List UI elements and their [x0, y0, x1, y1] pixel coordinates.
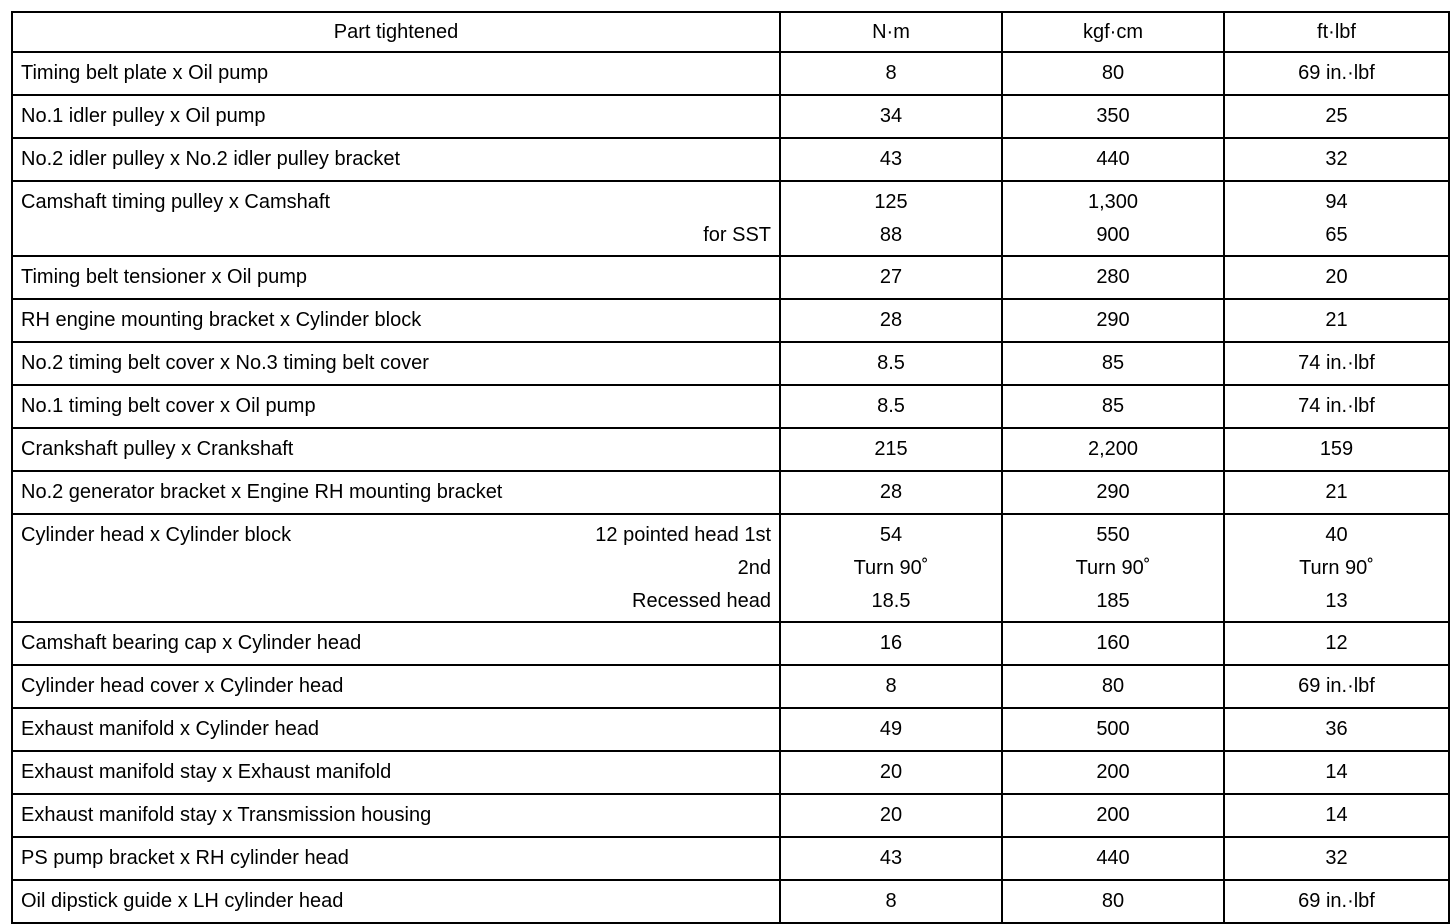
- kgf-cell: [1002, 514, 1224, 622]
- nm-value: 125: [874, 190, 908, 213]
- ft-cell: [1224, 181, 1449, 256]
- table-row: [12, 622, 1449, 665]
- ft-cell: 159: [1224, 428, 1449, 471]
- table-row: [12, 428, 1449, 471]
- table-row: [12, 751, 1449, 794]
- part-cell: Exhaust manifold stay x Transmission housing: [12, 794, 780, 837]
- part-cell: RH engine mounting bracket x Cylinder block: [12, 299, 780, 342]
- ft-cell: 74 in.·lbf: [1224, 385, 1449, 428]
- kgf-cell: 2,200: [1002, 428, 1224, 471]
- nm-cell: 20: [780, 794, 1002, 837]
- table-row: [12, 181, 1449, 256]
- part-line: [21, 519, 771, 552]
- ft-cell: 69 in.·lbf: [1224, 880, 1449, 923]
- part-cell: No.2 generator bracket x Engine RH mounting bracket: [12, 471, 780, 514]
- part-cell: Exhaust manifold stay x Exhaust manifold: [12, 751, 780, 794]
- ft-value: Turn 90˚: [1299, 556, 1374, 579]
- ft-cell: 36: [1224, 708, 1449, 751]
- part-cell: Exhaust manifold x Cylinder head: [12, 708, 780, 751]
- part-cell: Timing belt plate x Oil pump: [12, 52, 780, 95]
- ft-cell: 21: [1224, 471, 1449, 514]
- kgf-cell: 350: [1002, 95, 1224, 138]
- table-row: [12, 342, 1449, 385]
- part-cell: [12, 181, 780, 256]
- table-row: [12, 52, 1449, 95]
- part-sub-text: 12 pointed head 1st: [595, 523, 771, 546]
- nm-cell: 34: [780, 95, 1002, 138]
- table-row: [12, 385, 1449, 428]
- kgf-cell: 200: [1002, 751, 1224, 794]
- nm-cell: 16: [780, 622, 1002, 665]
- ft-cell: 74 in.·lbf: [1224, 342, 1449, 385]
- ft-cell: 25: [1224, 95, 1449, 138]
- part-sub-text: 2nd: [737, 556, 771, 579]
- kgf-cell: 85: [1002, 385, 1224, 428]
- nm-cell: [780, 514, 1002, 622]
- kgf-cell: 290: [1002, 299, 1224, 342]
- nm-value: 88: [879, 223, 903, 246]
- table-row: [12, 471, 1449, 514]
- nm-cell: 27: [780, 256, 1002, 299]
- header-ftlbf: ft·lbf: [1224, 12, 1449, 52]
- kgf-cell: [1002, 181, 1224, 256]
- ft-cell: 20: [1224, 256, 1449, 299]
- nm-value: 18.5: [871, 589, 911, 612]
- header-part: Part tightened: [12, 12, 780, 52]
- table-row: [12, 256, 1449, 299]
- part-cell: No.2 idler pulley x No.2 idler pulley bracket: [12, 138, 780, 181]
- kgf-cell: 290: [1002, 471, 1224, 514]
- table-row: [12, 299, 1449, 342]
- table-row: [12, 708, 1449, 751]
- kgf-value: 185: [1096, 589, 1130, 612]
- nm-cell: 49: [780, 708, 1002, 751]
- kgf-cell: 500: [1002, 708, 1224, 751]
- ft-cell: 14: [1224, 751, 1449, 794]
- ft-cell: 32: [1224, 837, 1449, 880]
- torque-spec-table: [11, 11, 1450, 924]
- nm-cell: 28: [780, 299, 1002, 342]
- nm-value: Turn 90˚: [853, 556, 929, 579]
- part-cell: Timing belt tensioner x Oil pump: [12, 256, 780, 299]
- ft-value: 65: [1325, 223, 1348, 246]
- ft-cell: 69 in.·lbf: [1224, 52, 1449, 95]
- ft-cell: 14: [1224, 794, 1449, 837]
- table-row: [12, 880, 1449, 923]
- part-main-text: Cylinder head x Cylinder block: [21, 523, 292, 546]
- part-cell: Camshaft bearing cap x Cylinder head: [12, 622, 780, 665]
- kgf-cell: 80: [1002, 880, 1224, 923]
- kgf-cell: 280: [1002, 256, 1224, 299]
- ft-cell: [1224, 514, 1449, 622]
- header-nm: N·m: [780, 12, 1002, 52]
- kgf-cell: 160: [1002, 622, 1224, 665]
- ft-value: 94: [1325, 190, 1348, 213]
- ft-cell: 69 in.·lbf: [1224, 665, 1449, 708]
- kgf-value: Turn 90˚: [1075, 556, 1151, 579]
- kgf-value: 550: [1096, 523, 1130, 546]
- nm-cell: 8.5: [780, 385, 1002, 428]
- nm-cell: 28: [780, 471, 1002, 514]
- ft-cell: 32: [1224, 138, 1449, 181]
- part-cell: No.1 timing belt cover x Oil pump: [12, 385, 780, 428]
- part-cell: Crankshaft pulley x Crankshaft: [12, 428, 780, 471]
- table-row: [12, 95, 1449, 138]
- part-sub-text: for SST: [703, 223, 771, 246]
- kgf-cell: 440: [1002, 837, 1224, 880]
- kgf-cell: 80: [1002, 52, 1224, 95]
- table-row: [12, 665, 1449, 708]
- ft-value: 40: [1325, 523, 1348, 546]
- nm-cell: 8: [780, 665, 1002, 708]
- nm-cell: 215: [780, 428, 1002, 471]
- ft-cell: 12: [1224, 622, 1449, 665]
- kgf-cell: 440: [1002, 138, 1224, 181]
- table-row: [12, 837, 1449, 880]
- part-main-text: Camshaft timing pulley x Camshaft: [21, 190, 331, 213]
- table-row: [12, 794, 1449, 837]
- nm-cell: 43: [780, 837, 1002, 880]
- nm-value: 54: [879, 523, 903, 546]
- ft-value: 13: [1325, 589, 1348, 612]
- table-header-row: [12, 12, 1449, 52]
- nm-cell: 8: [780, 880, 1002, 923]
- nm-cell: 8.5: [780, 342, 1002, 385]
- kgf-cell: 85: [1002, 342, 1224, 385]
- part-cell: Cylinder head cover x Cylinder head: [12, 665, 780, 708]
- nm-cell: [780, 181, 1002, 256]
- part-cell: Oil dipstick guide x LH cylinder head: [12, 880, 780, 923]
- table-row: [12, 138, 1449, 181]
- part-sub-text: Recessed head: [632, 589, 771, 612]
- part-cell: [12, 514, 780, 622]
- part-cell: PS pump bracket x RH cylinder head: [12, 837, 780, 880]
- nm-cell: 20: [780, 751, 1002, 794]
- kgf-value: 900: [1096, 223, 1130, 246]
- kgf-cell: 80: [1002, 665, 1224, 708]
- part-cell: No.1 idler pulley x Oil pump: [12, 95, 780, 138]
- ft-cell: 21: [1224, 299, 1449, 342]
- part-cell: No.2 timing belt cover x No.3 timing belt cover: [12, 342, 780, 385]
- nm-cell: 8: [780, 52, 1002, 95]
- kgf-cell: 200: [1002, 794, 1224, 837]
- header-kgfcm: kgf·cm: [1002, 12, 1224, 52]
- kgf-value: 1,300: [1087, 190, 1139, 213]
- table-row: [12, 514, 1449, 622]
- nm-cell: 43: [780, 138, 1002, 181]
